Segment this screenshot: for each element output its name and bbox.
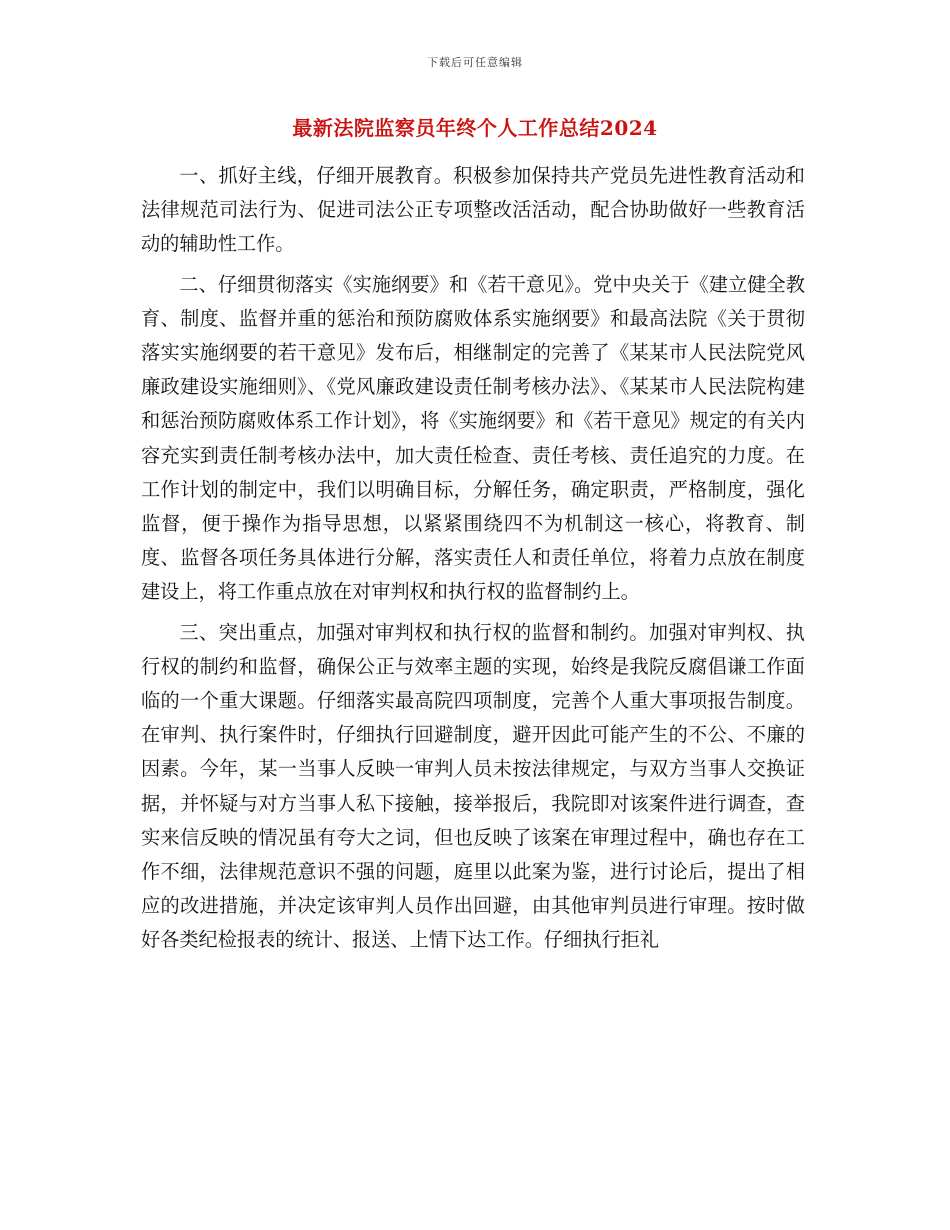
paragraph-2: 二、仔细贯彻落实《实施纲要》和《若干意见》。党中央关于《建立健全教育、制度、监督并重的惩治和预防腐败体系实施纲要》和最高法院《关于贯彻落实实施纲要的若干意见》发布后，相继制定的完善了《某某市人民法院党风廉政建设实施细则》、《党风廉政建设责任制考核办法》、《某某市人民法院构建和惩治预防腐败体系工作计划》，将《实施纲要》和《若干意见》规定的有关内容充实到责任制考核办法中，加大责任检查、责任考核、责任追究的力度。在工作计划的制定中，我们以明确目标，分解任务，确定职责，严格制度，强化监督，便于操作为指导思想，以紧紧围绕四不为机制这一核心，将教育、制度、监督各项任务具体进行分解，落实责任人和责任单位，将着力点放在制度建设上，将工作重点放在对审判权和执行权的监督制约上。: [141, 272, 805, 604]
document-body: [141, 159, 805, 964]
paragraph-1: 一、抓好主线，仔细开展教育。积极参加保持共产党员先进性教育活动和法律规范司法行为、促进司法公正专项整改活活动，配合协助做好一些教育活动的辅助性工作。: [141, 164, 805, 256]
header-note: 下载后可任意编辑: [427, 56, 523, 69]
paragraph-3: 三、突出重点，加强对审判权和执行权的监督和制约。加强对审判权、执行权的制约和监督，确保公正与效率主题的实现，始终是我院反腐倡谦工作面临的一个重大课题。仔细落实最高院四项制度，完善个人重大事项报告制度。在审判、执行案件时，仔细执行回避制度，避开因此可能产生的不公、不廉的因素。今年，某一当事人反映一审判人员未按法律规定，与双方当事人交换证据，并怀疑与对方当事人私下接触，接举报后，我院即对该案件进行调查，查实来信反映的情况虽有夸大之词，但也反映了该案在审理过程中，确也存在工作不细，法律规范意识不强的问题，庭里以此案为鉴，进行讨论后，提出了相应的改进措施，并决定该审判人员作出回避，由其他审判员进行审理。按时做好各类纪检报表的统计、报送、上情下达工作。仔细执行拒礼: [141, 620, 805, 952]
document-title: 最新法院监察员年终个人工作总结2024: [292, 116, 658, 140]
